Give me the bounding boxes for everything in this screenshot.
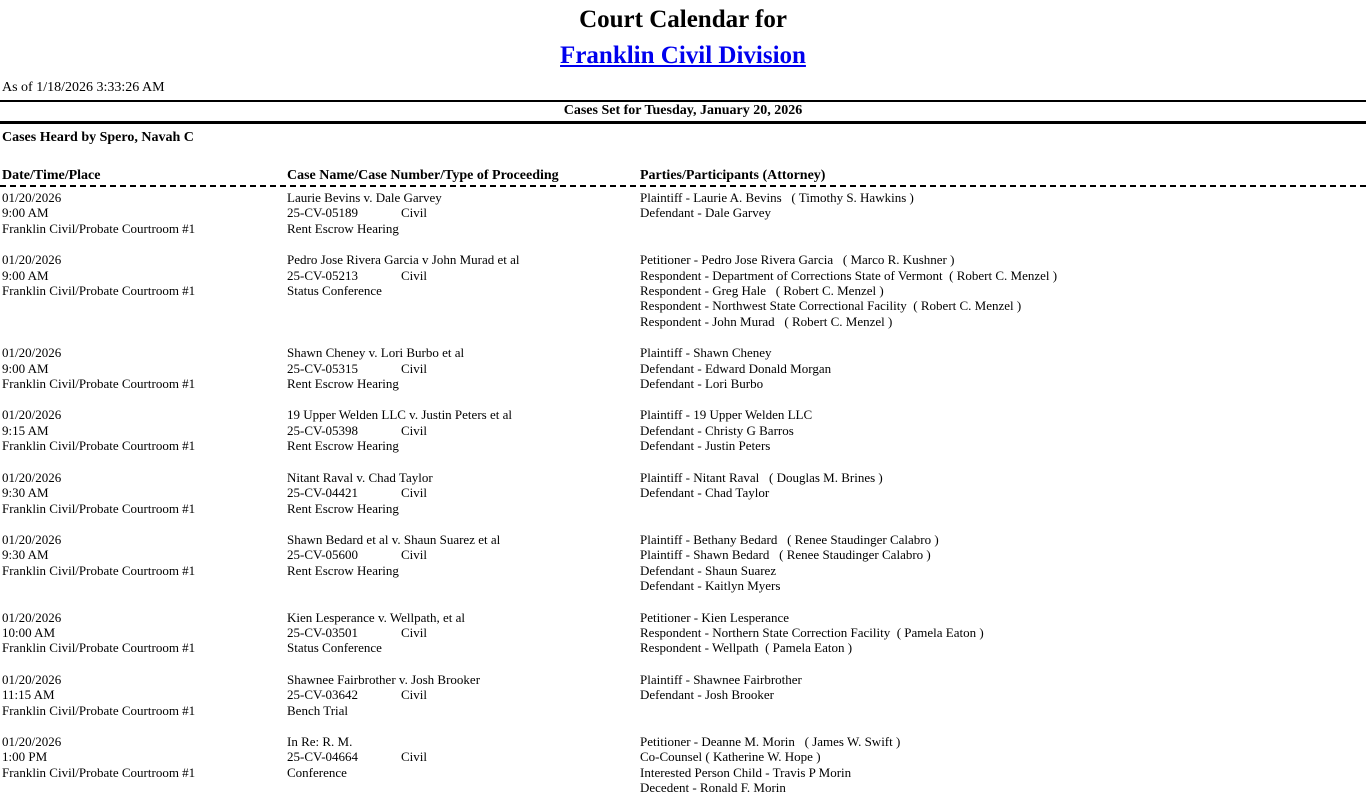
- date-time-place-cell: [2, 345, 287, 391]
- case-rows: [0, 187, 1366, 796]
- case-number-line: [287, 749, 640, 764]
- proceeding-type: Conference: [287, 764, 347, 780]
- party-line: Plaintiff - Nitant Raval ( Douglas M. Brines ): [640, 469, 883, 485]
- proceeding-type: Status Conference: [287, 283, 382, 299]
- party-line: Decedent - Ronald F. Morin: [640, 780, 786, 796]
- proceeding-type: Rent Escrow Hearing: [287, 438, 399, 454]
- case-time: 9:15 AM: [2, 422, 49, 438]
- case-date: 01/20/2026: [2, 671, 62, 687]
- date-time-place-cell: [2, 610, 287, 656]
- case-time: 9:30 AM: [2, 485, 49, 501]
- case-number: 25-CV-05189: [287, 205, 359, 221]
- party-line: Respondent - Wellpath ( Pamela Eaton ): [640, 640, 853, 656]
- party-line: Plaintiff - 19 Upper Welden LLC: [640, 407, 813, 423]
- case-name: Kien Lesperance v. Wellpath, et al: [287, 609, 465, 625]
- division-link[interactable]: Franklin Civil Division: [560, 42, 806, 69]
- case-name: In Re: R. M.: [287, 733, 353, 749]
- case-type: Civil: [401, 624, 428, 640]
- as-of-timestamp: As of 1/18/2026 3:33:26 AM: [2, 80, 165, 95]
- party-line: Defendant - Lori Burbo: [640, 376, 764, 392]
- case-number: 25-CV-05315: [287, 360, 359, 376]
- case-info-cell: [287, 672, 640, 718]
- date-time-place-cell: [2, 470, 287, 516]
- court-calendar-page: [0, 5, 1366, 796]
- date-time-place-cell: [2, 672, 287, 718]
- case-number: 25-CV-03642: [287, 687, 359, 703]
- case-courtroom: Franklin Civil/Probate Courtroom #1: [2, 220, 196, 236]
- case-time: 9:30 AM: [2, 547, 49, 563]
- case-info-cell: [287, 470, 640, 516]
- party-line: Defendant - Dale Garvey: [640, 205, 772, 221]
- case-time: 9:00 AM: [2, 267, 49, 283]
- date-banner: Cases Set for Tuesday, January 20, 2026: [0, 100, 1366, 124]
- case-name: Shawn Cheney v. Lori Burbo et al: [287, 345, 465, 361]
- case-courtroom: Franklin Civil/Probate Courtroom #1: [2, 376, 196, 392]
- case-date: 01/20/2026: [2, 407, 62, 423]
- proceeding-type: Status Conference: [287, 640, 382, 656]
- case-type: Civil: [401, 547, 428, 563]
- case-info-cell: [287, 734, 640, 796]
- parties-cell: [640, 610, 1366, 656]
- case-courtroom: Franklin Civil/Probate Courtroom #1: [2, 702, 196, 718]
- date-time-place-cell: [2, 734, 287, 796]
- party-line: Petitioner - Kien Lesperance: [640, 609, 790, 625]
- case-number-line: [287, 205, 640, 220]
- case-type: Civil: [401, 687, 428, 703]
- case-info-cell: [287, 190, 640, 236]
- case-type: Civil: [401, 485, 428, 501]
- parties-cell: [640, 407, 1366, 453]
- case-number-line: [287, 625, 640, 640]
- party-line: Defendant - Edward Donald Morgan: [640, 360, 832, 376]
- case-number-line: [287, 423, 640, 438]
- page-title: Court Calendar for: [579, 6, 787, 33]
- parties-cell: [640, 532, 1366, 594]
- parties-cell: [640, 345, 1366, 391]
- case-number-line: [287, 361, 640, 376]
- case-number: 25-CV-04421: [287, 485, 359, 501]
- case-info-cell: [287, 345, 640, 391]
- proceeding-type: Rent Escrow Hearing: [287, 500, 399, 516]
- date-time-place-cell: [2, 407, 287, 453]
- party-line: Plaintiff - Laurie A. Bevins ( Timothy S. Hawkins ): [640, 190, 914, 205]
- case-time: 9:00 AM: [2, 360, 49, 376]
- party-line: Co-Counsel ( Katherine W. Hope ): [640, 749, 821, 765]
- case-number-line: [287, 687, 640, 702]
- case-number: 25-CV-04664: [287, 749, 359, 765]
- party-line: Plaintiff - Shawnee Fairbrother: [640, 671, 802, 687]
- case-type: Civil: [401, 422, 428, 438]
- case-number-line: [287, 547, 640, 562]
- case-date: 01/20/2026: [2, 609, 62, 625]
- case-name: Shawnee Fairbrother v. Josh Brooker: [287, 671, 481, 687]
- case-name: 19 Upper Welden LLC v. Justin Peters et al: [287, 407, 512, 423]
- party-line: Defendant - Chad Taylor: [640, 485, 770, 501]
- case-date: 01/20/2026: [2, 733, 62, 749]
- date-time-place-cell: [2, 190, 287, 236]
- case-date: 01/20/2026: [2, 252, 62, 268]
- proceeding-type: Rent Escrow Hearing: [287, 562, 399, 578]
- case-number: 25-CV-05213: [287, 267, 359, 283]
- party-line: Defendant - Kaitlyn Myers: [640, 578, 781, 594]
- date-time-place-cell: [2, 252, 287, 329]
- case-info-cell: [287, 532, 640, 594]
- case-courtroom: Franklin Civil/Probate Courtroom #1: [2, 500, 196, 516]
- case-number: 25-CV-05600: [287, 547, 359, 563]
- case-name: Laurie Bevins v. Dale Garvey: [287, 190, 442, 205]
- case-time: 9:00 AM: [2, 205, 49, 221]
- case-type: Civil: [401, 267, 428, 283]
- case-courtroom: Franklin Civil/Probate Courtroom #1: [2, 283, 196, 299]
- case-info-cell: [287, 407, 640, 453]
- col-header-date-time-place: Date/Time/Place: [2, 168, 101, 183]
- date-time-place-cell: [2, 532, 287, 594]
- col-header-case-info: Case Name/Case Number/Type of Proceeding: [287, 168, 559, 183]
- parties-cell: [640, 734, 1366, 796]
- col-header-parties: Parties/Participants (Attorney): [640, 168, 826, 183]
- case-name: Nitant Raval v. Chad Taylor: [287, 469, 433, 485]
- case-courtroom: Franklin Civil/Probate Courtroom #1: [2, 764, 196, 780]
- case-row: [0, 532, 1366, 594]
- case-row: [0, 345, 1366, 391]
- case-time: 10:00 AM: [2, 624, 56, 640]
- case-number-line: [287, 485, 640, 500]
- case-date: 01/20/2026: [2, 469, 62, 485]
- case-courtroom: Franklin Civil/Probate Courtroom #1: [2, 438, 196, 454]
- parties-cell: [640, 672, 1366, 718]
- proceeding-type: Bench Trial: [287, 702, 349, 718]
- case-type: Civil: [401, 205, 428, 221]
- party-line: Interested Person Child - Travis P Morin: [640, 764, 852, 780]
- table-header-row: [0, 168, 1366, 187]
- case-type: Civil: [401, 749, 428, 765]
- case-row: [0, 672, 1366, 718]
- case-number: 25-CV-03501: [287, 624, 359, 640]
- party-line: Plaintiff - Shawn Cheney: [640, 345, 772, 361]
- case-courtroom: Franklin Civil/Probate Courtroom #1: [2, 640, 196, 656]
- parties-cell: [640, 252, 1366, 329]
- case-name: Shawn Bedard et al v. Shaun Suarez et al: [287, 531, 501, 547]
- parties-cell: [640, 470, 1366, 516]
- case-row: [0, 470, 1366, 516]
- case-number: 25-CV-05398: [287, 422, 359, 438]
- division-title-line: [0, 41, 1366, 74]
- case-courtroom: Franklin Civil/Probate Courtroom #1: [2, 562, 196, 578]
- case-time: 11:15 AM: [2, 687, 55, 703]
- case-info-cell: [287, 610, 640, 656]
- case-date: 01/20/2026: [2, 345, 62, 361]
- party-line: Petitioner - Pedro Jose Rivera Garcia ( Marco R. Kushner ): [640, 252, 955, 268]
- party-line: Defendant - Christy G Barros: [640, 422, 794, 438]
- party-line: Defendant - Justin Peters: [640, 438, 771, 454]
- party-line: Respondent - Department of Corrections State of Vermont ( Robert C. Menzel ): [640, 267, 1058, 283]
- case-date: 01/20/2026: [2, 190, 62, 205]
- proceeding-type: Rent Escrow Hearing: [287, 376, 399, 392]
- judge-heading: Cases Heard by Spero, Navah C: [2, 130, 194, 145]
- case-row: [0, 252, 1366, 329]
- case-row: [0, 734, 1366, 796]
- case-row: [0, 407, 1366, 453]
- party-line: Petitioner - Deanne M. Morin ( James W. Swift ): [640, 733, 901, 749]
- party-line: Plaintiff - Bethany Bedard ( Renee Staudinger Calabro ): [640, 531, 939, 547]
- case-date: 01/20/2026: [2, 531, 62, 547]
- party-line: Respondent - Greg Hale ( Robert C. Menzel ): [640, 283, 884, 299]
- party-line: Respondent - John Murad ( Robert C. Menzel ): [640, 313, 893, 329]
- party-line: Respondent - Northwest State Correctional Facility ( Robert C. Menzel ): [640, 298, 1022, 314]
- case-time: 1:00 PM: [2, 749, 48, 765]
- proceeding-type: Rent Escrow Hearing: [287, 220, 399, 236]
- case-info-cell: [287, 252, 640, 329]
- party-line: Plaintiff - Shawn Bedard ( Renee Staudinger Calabro ): [640, 547, 931, 563]
- case-number-line: [287, 268, 640, 283]
- party-line: Defendant - Shaun Suarez: [640, 562, 777, 578]
- case-row: [0, 610, 1366, 656]
- parties-cell: [640, 190, 1366, 236]
- party-line: Respondent - Northern State Correction Facility ( Pamela Eaton ): [640, 624, 984, 640]
- case-name: Pedro Jose Rivera Garcia v John Murad et al: [287, 252, 520, 268]
- party-line: Defendant - Josh Brooker: [640, 687, 774, 703]
- case-type: Civil: [401, 360, 428, 376]
- case-row: [0, 190, 1366, 236]
